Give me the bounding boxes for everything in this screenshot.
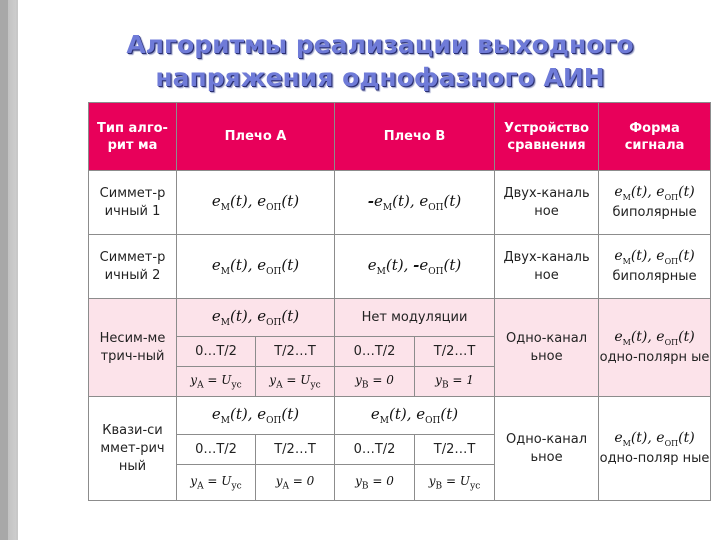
row1-type: Симмет-р ичный 1: [89, 171, 177, 235]
row3-comparator: Одно-канал ьное: [495, 299, 599, 397]
row4-arm-a: [177, 397, 335, 435]
header-comparator: Устройство сравнения: [495, 103, 599, 171]
row2-signal-text: биполярные: [612, 269, 697, 285]
row3-interval-3: 0…T/2: [335, 337, 415, 367]
header-arm-b: Плечо B: [335, 103, 495, 171]
row4-signal: [599, 397, 711, 501]
row1-arm-a-formula: $e_М(t)$, $e_{ОП}(t)$: [211, 192, 300, 213]
table-row: [89, 397, 711, 435]
row1-signal-text: биполярные: [612, 205, 697, 221]
row4-interval-1: 0…T/2: [177, 435, 256, 465]
row3-signal: [599, 299, 711, 397]
row1-arm-a: [177, 171, 335, 235]
row1-arm-b: [335, 171, 495, 235]
row3-signal-formula: $e_М(t)$, $e_{ОП}(t)$: [614, 328, 695, 347]
title-line-1: Алгоритмы реализации выходного: [126, 30, 634, 59]
header-type: Тип алго-рит ма: [89, 103, 177, 171]
row1-comparator: Двух-каналь ное: [495, 171, 599, 235]
row3-output-2: $y_A = U_{ус}$: [256, 367, 335, 397]
row4-output-2: $y_A = 0$: [256, 465, 335, 501]
row4-signal-text: одно-поляр ные: [599, 451, 710, 467]
row3-signal-text: одно-полярн ые: [599, 350, 710, 366]
slide-title: [60, 28, 700, 94]
row3-arm-a: [177, 299, 335, 337]
row4-arm-b-formula: $e_М(t)$, $e_{ОП}(t)$: [370, 405, 459, 426]
row2-arm-b: [335, 235, 495, 299]
row4-interval-4: T/2…T: [415, 435, 495, 465]
algorithms-table: [88, 102, 711, 501]
row2-type: Симмет-р ичный 2: [89, 235, 177, 299]
table-row: [89, 299, 711, 337]
left-stripe: [0, 0, 8, 540]
row4-interval-3: 0…T/2: [335, 435, 415, 465]
row4-interval-2: T/2…T: [256, 435, 335, 465]
row4-arm-a-formula: $e_М(t)$, $e_{ОП}(t)$: [211, 405, 300, 426]
row2-comparator: Двух-каналь ное: [495, 235, 599, 299]
row3-arm-a-formula: $e_М(t)$, $e_{ОП}(t)$: [211, 307, 300, 328]
row4-output-1: $y_A = U_{ус}$: [177, 465, 256, 501]
row1-signal-formula: $e_М(t)$, $e_{ОП}(t)$: [614, 183, 695, 202]
header-row: [89, 103, 711, 171]
row1-arm-b-formula: $-e_М(t)$, $e_{ОП}(t)$: [367, 192, 462, 213]
row3-output-1: $y_A = U_{ус}$: [177, 367, 256, 397]
row3-interval-2: T/2…T: [256, 337, 335, 367]
row3-interval-4: T/2…T: [415, 337, 495, 367]
row3-interval-1: 0…T/2: [177, 337, 256, 367]
row4-signal-formula: $e_М(t)$, $e_{ОП}(t)$: [614, 429, 695, 448]
row2-signal: [599, 235, 711, 299]
row1-signal: [599, 171, 711, 235]
row4-comparator: Одно-канал ьное: [495, 397, 599, 501]
row4-output-3: $y_B = 0$: [335, 465, 415, 501]
title-line-2: напряжения однофазного АИН: [155, 63, 605, 92]
row4-arm-b: [335, 397, 495, 435]
row2-arm-a-formula: $e_М(t)$, $e_{ОП}(t)$: [211, 256, 300, 277]
table-row: [89, 235, 711, 299]
row2-arm-a: [177, 235, 335, 299]
row3-output-4: $y_B = 1$: [415, 367, 495, 397]
row2-arm-b-formula: $e_М(t)$, $-e_{ОП}(t)$: [367, 256, 462, 277]
row3-output-3: $y_B = 0$: [335, 367, 415, 397]
row3-arm-b: Нет модуляции: [335, 299, 495, 337]
header-signal: Форма сигнала: [599, 103, 711, 171]
table-row: [89, 171, 711, 235]
row2-signal-formula: $e_М(t)$, $e_{ОП}(t)$: [614, 247, 695, 266]
row4-output-4: $y_B = U_{ус}$: [415, 465, 495, 501]
header-arm-a: Плечо A: [177, 103, 335, 171]
row3-type: Несим-ме трич-ный: [89, 299, 177, 397]
row4-type: Квази-си ммет-рич ный: [89, 397, 177, 501]
